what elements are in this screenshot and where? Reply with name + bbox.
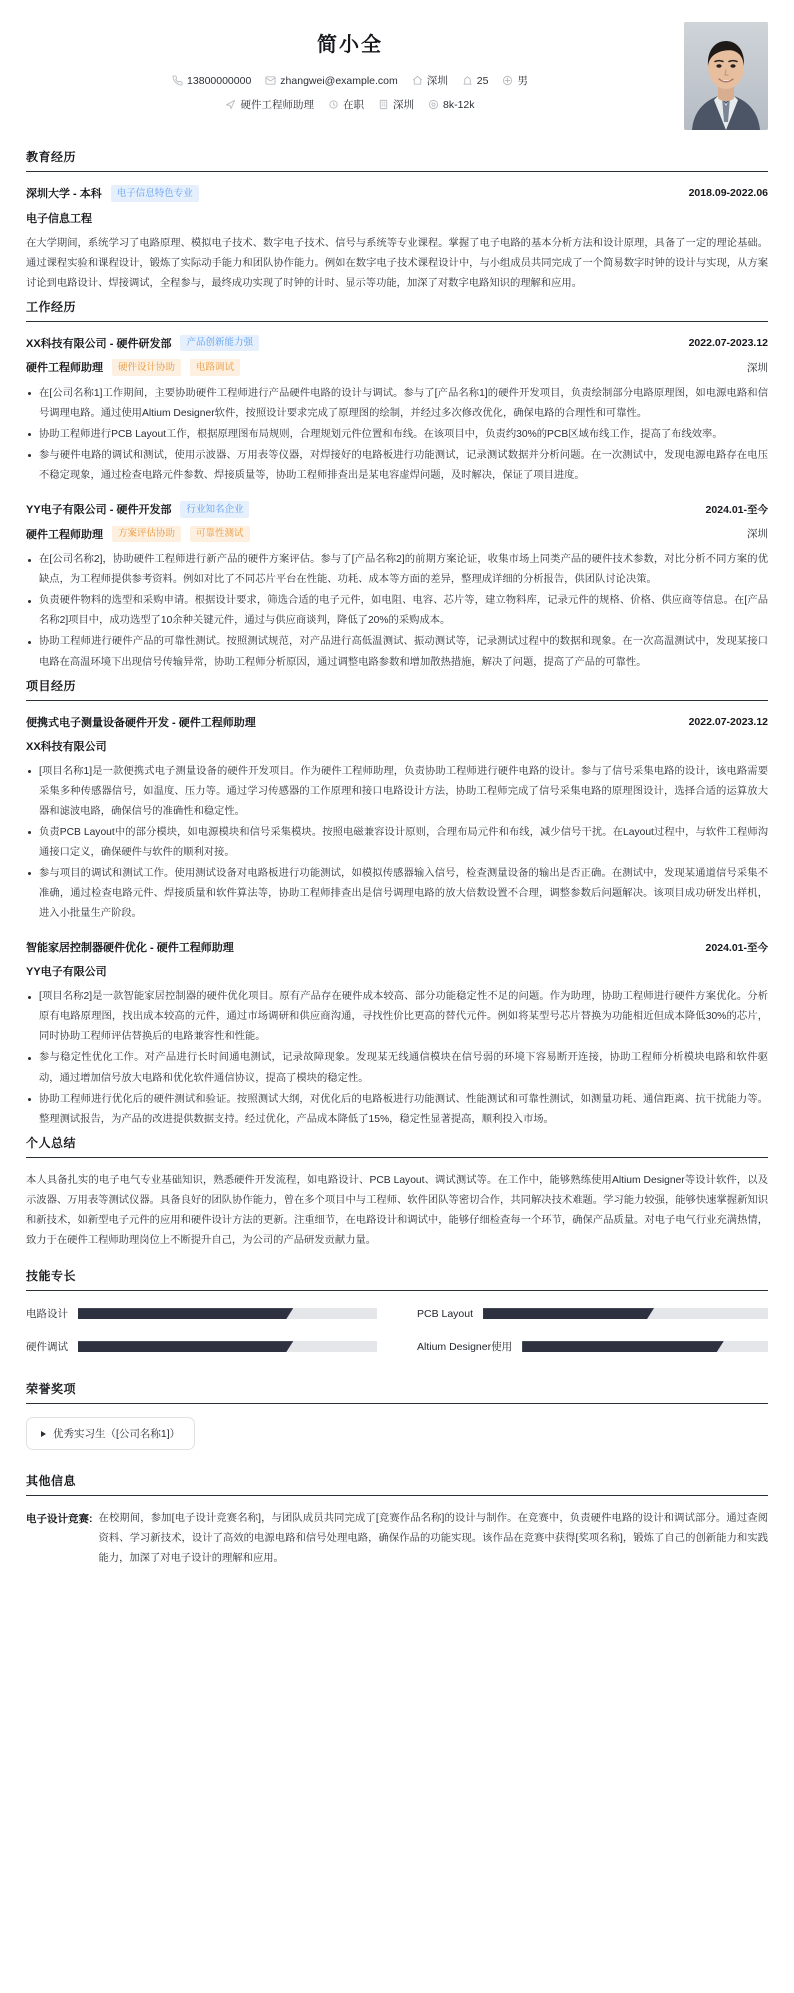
other-label: 电子设计竞赛:	[26, 1513, 93, 1526]
list-item: 协助工程师进行优化后的硬件测试和验证。按照测试大纲，对优化后的电路板进行功能测试、性能测试和可靠性测试，如测量功耗、通信距离、抗干扰能力等。整理测试报告，为产品的改进提供数据支持。经过优化，产品成本降低了15%，稳定性显著提高，顺利投入市场。	[26, 1090, 768, 1130]
project-bullets	[26, 762, 768, 925]
list-item: 协助工程师进行PCB Layout工作，根据原理图布局规则，合理规划元件位置和布线。在该项目中，负责约30%的PCB区域布线工作，提高了布线效率。	[26, 425, 768, 445]
job-salary-text: 8k-12k	[442, 98, 475, 111]
home-icon	[412, 75, 423, 86]
contact-age-text: 25	[476, 74, 489, 87]
section-other	[26, 1472, 768, 1569]
project-item	[26, 939, 768, 1130]
contact-gender	[502, 73, 528, 88]
project-company: YY电子有限公司	[26, 966, 107, 979]
section-summary	[26, 1134, 768, 1251]
phone-icon	[172, 75, 183, 86]
work-role: 硬件工程师助理	[26, 362, 103, 375]
work-role: 硬件工程师助理	[26, 528, 103, 541]
list-item: 负责PCB Layout中的部分模块，如电源模块和信号采集模块。按照电磁兼容设计原则，合理布局元件和布线，减少信号干扰。在Layout过程中，与软件工程师沟通接口定义，确保硬件与软件的顺利对接。	[26, 823, 768, 863]
contact-row	[26, 73, 674, 88]
skill-label: Altium Designer使用	[417, 1341, 513, 1354]
project-item	[26, 714, 768, 925]
section-education	[26, 148, 768, 294]
section-title-skills: 技能专长	[26, 1267, 768, 1291]
other-item	[26, 1509, 768, 1569]
education-head-left	[26, 185, 199, 202]
work-company: XX科技有限公司 - 硬件研发部	[26, 337, 172, 350]
work-city: 深圳	[747, 361, 768, 374]
project-name: 便携式电子测量设备硬件开发 - 硬件工程师助理	[26, 716, 256, 729]
honor-list	[26, 1417, 768, 1450]
skill-label: 硬件调试	[26, 1341, 68, 1354]
list-item: 参与硬件电路的调试和测试，使用示波器、万用表等仪器，对焊接好的电路板进行功能测试，记录测试数据并分析问题。在一次测试中，发现电源电路存在电压不稳定现象，通过检查电路元件参数、焊接质量等，协助工程师排查出是某电容虚焊问题，及时解决，保证了项目进度。	[26, 446, 768, 486]
list-item: 参与项目的调试和测试工作。使用测试设备对电路板进行功能测试，如模拟传感器输入信号，检查测量设备的输出是否正确。在测试中，发现某通道信号采集不准确，通过检查电路元件、焊接质量和软件算法等，协助工程师排查出是信号调理电路的放大倍数设置不合理，调整参数后问题解决。该项目成功研发出样机，进入小批量生产阶段。	[26, 864, 768, 924]
skill-item	[417, 1306, 768, 1321]
job-status-text: 在职	[342, 99, 364, 111]
contact-location	[412, 73, 448, 88]
project-company: XX科技有限公司	[26, 740, 107, 753]
skill-item	[26, 1339, 377, 1354]
skill-bar-fill	[483, 1308, 654, 1319]
project-bullets	[26, 987, 768, 1130]
work-date: 2022.07-2023.12	[688, 336, 768, 349]
work-item	[26, 501, 768, 672]
age-icon	[462, 75, 473, 86]
header-main	[26, 22, 684, 121]
honor-item[interactable]	[26, 1417, 195, 1450]
skill-bar-track	[522, 1341, 768, 1352]
work-bullets	[26, 384, 768, 486]
project-head-row	[26, 939, 768, 955]
education-tag: 电子信息特色专业	[111, 185, 199, 202]
education-major: 电子信息工程	[26, 212, 92, 225]
skill-bar-fill	[78, 1341, 293, 1352]
section-work	[26, 298, 768, 673]
contact-phone	[172, 75, 251, 87]
contact-gender-text: 男	[517, 75, 528, 87]
list-item: 在[公司名称2]，协助硬件工程师进行新产品的硬件方案评估。参与了[产品名称2]的前期方案论证，收集市场上同类产品的硬件技术参数，对比分析不同方案的优缺点，为工程师提供参考资料。例如对比了不同芯片平台在性能、功耗、成本等方面的差异，整理成详细的分析报告，供团队讨论决策。	[26, 550, 768, 590]
education-school: 深圳大学 - 本科	[26, 188, 102, 201]
education-head-row	[26, 185, 768, 202]
job-salary	[428, 99, 475, 111]
page-title: 简小全	[317, 34, 383, 56]
job-target-text: 硬件工程师助理	[240, 99, 314, 111]
work-role-tag: 方案评估协助	[112, 526, 181, 543]
skill-bar-track	[483, 1308, 768, 1319]
work-bullets	[26, 550, 768, 672]
contact-email	[265, 75, 397, 87]
section-skills	[26, 1267, 768, 1354]
project-head-row	[26, 714, 768, 730]
other-text: 在校期间，参加[电子设计竞赛名称]，与团队成员共同完成了[竞赛作品名称]的设计与制作。在竞赛中，负责硬件电路的设计和调试部分。通过查阅资料、学习新技术，设计了高效的电源电路和信号处理电路，确保作品的功能实现。该作品在竞赛中获得[奖项名称]，锻炼了自己的创新能力和实践能力，加深了对电子设计的理解和应用。	[98, 1513, 768, 1565]
contact-phone-text: 13800000000	[187, 74, 252, 87]
work-company-row	[26, 335, 768, 352]
building-icon	[378, 99, 389, 110]
skills-grid	[26, 1304, 768, 1354]
job-target	[225, 97, 314, 112]
honor-text: 优秀实习生（[公司名称1]）	[53, 1428, 181, 1441]
work-role-left	[26, 359, 240, 376]
work-company-tag: 产品创新能力强	[180, 335, 259, 352]
skill-label: 电路设计	[26, 1308, 68, 1321]
resume-header	[26, 18, 768, 144]
list-item: 协助工程师进行硬件产品的可靠性测试。按照测试规范，对产品进行高低温测试、振动测试等，记录测试过程中的数据和现象。在一次高温测试中，发现某接口电路在高温环境下出现信号传输异常，协助工程师分析原因，通过调整电路参数和增加散热措施，解决了问题，提高了产品的可靠性。	[26, 632, 768, 672]
skill-bar-track	[78, 1341, 377, 1352]
work-item	[26, 335, 768, 486]
work-role-tag: 电路调试	[190, 359, 240, 376]
section-title-work: 工作经历	[26, 298, 768, 322]
job-status	[328, 97, 364, 112]
project-date: 2024.01-至今	[705, 941, 768, 954]
list-item: [项目名称1]是一款便携式电子测量设备的硬件开发项目。作为硬件工程师助理，负责协助工程师进行硬件电路的设计。参与了信号采集电路的设计，该电路需要采集多种传感器信号，如温度、压力等。通过学习传感器的工作原理和接口电路设计方法，协助工程师完成了信号采集电路的原理图设计，选择合适的运算放大器和滤波电路，确保信号的准确性和稳定性。	[26, 762, 768, 822]
education-date: 2018.09-2022.06	[688, 187, 768, 200]
work-role-row	[26, 526, 768, 543]
summary-text: 本人具备扎实的电子电气专业基础知识，熟悉硬件开发流程，如电路设计、PCB Layout、调试测试等。在工作中，能够熟练使用Altium Designer等设计软件，以及示波器、万用表等测试仪器。具备良好的团队协作能力，曾在多个项目中与工程师、软件团队等密切合作，共同解决技术难题。学习能力较强，能够快速掌握新知识和新技术，如新型电子元件的应用和硬件设计方法的更新。注重细节，在电路设计和调试中，能够仔细检查每一个环节，确保产品质量。对电子电气行业充满热情，致力于在硬件工程师助理岗位上不断提升自己，为公司的产品研发贡献力量。	[26, 1174, 768, 1246]
list-item: 在[公司名称1]工作期间，主要协助硬件工程师进行产品硬件电路的设计与调试。参与了[产品名称1]的硬件开发项目，负责绘制部分电路原理图，如电源电路和信号调理电路。通过使用Altium Designer软件，按照设计要求完成了原理图的绘制，并经过多次修改优化，确保电路的合理性和可靠性。	[26, 384, 768, 424]
contact-age	[462, 75, 489, 87]
list-item: [项目名称2]是一款智能家居控制器的硬件优化项目。原有产品存在硬件成本较高、部分功能稳定性不足的问题。作为助理，协助工程师进行硬件方案优化。分析原有电路原理图，找出成本较高的元件，通过市场调研和供应商沟通，寻找性价比更高的替代元件。例如将某型号芯片替换为功能相近但成本降低30%的芯片，同时协助工程师评估替换后的电路兼容性和性能。	[26, 987, 768, 1047]
education-description: 在大学期间，系统学习了电路原理、模拟电子技术、数字电子技术、信号与系统等专业课程。掌握了电子电路的基本分析方法和设计原理，具备了一定的理论基础。通过课程实验和课程设计，锻炼了实际动手能力和团队协作能力。例如在数字电子技术课程设计中，与小组成员共同完成了一个简易数字时钟的设计与实现，从方案讨论到电路设计、焊接调试，全程参与，最终成功实现了时钟的计时、显示等功能，加深了对数字电路知识的理解和应用。	[26, 237, 768, 289]
work-company: YY电子有限公司 - 硬件开发部	[26, 504, 172, 517]
triangle-bullet-icon	[41, 1431, 46, 1437]
section-title-summary: 个人总结	[26, 1134, 768, 1158]
work-company-left	[26, 501, 249, 518]
gender-icon	[502, 75, 513, 86]
section-title-other: 其他信息	[26, 1472, 768, 1496]
work-role-row	[26, 359, 768, 376]
salary-icon	[428, 99, 439, 110]
project-name: 智能家居控制器硬件优化 - 硬件工程师助理	[26, 942, 234, 955]
skill-bar-fill	[78, 1308, 293, 1319]
mail-icon	[265, 75, 276, 86]
section-title-education: 教育经历	[26, 148, 768, 172]
list-item: 参与稳定性优化工作。对产品进行长时间通电测试，记录故障现象。发现某无线通信模块在信号弱的环境下容易断开连接，协助工程师分析模块电路和软件驱动，通过增加信号放大电路和优化软件通信协议，提高了模块的稳定性。	[26, 1048, 768, 1088]
skill-bar-fill	[522, 1341, 724, 1352]
job-city	[378, 97, 414, 112]
skill-item	[417, 1339, 768, 1354]
project-date: 2022.07-2023.12	[688, 715, 768, 728]
section-honors	[26, 1380, 768, 1450]
work-role-left	[26, 526, 250, 543]
section-projects	[26, 677, 768, 1130]
contact-email-text: zhangwei@example.com	[280, 74, 398, 87]
project-head-left	[26, 714, 256, 730]
section-title-honors: 荣誉奖项	[26, 1380, 768, 1404]
work-company-left	[26, 335, 259, 352]
section-title-projects: 项目经历	[26, 677, 768, 701]
skill-item	[26, 1306, 377, 1321]
skill-bar-track	[78, 1308, 377, 1319]
contact-location-text: 深圳	[426, 75, 448, 87]
work-role-tag: 可靠性测试	[190, 526, 250, 543]
work-city: 深圳	[747, 528, 768, 541]
work-date: 2024.01-至今	[705, 503, 768, 516]
work-role-tag: 硬件设计协助	[112, 359, 181, 376]
job-city-text: 深圳	[392, 99, 414, 111]
status-icon	[328, 99, 339, 110]
target-icon	[225, 99, 236, 110]
list-item: 负责硬件物料的选型和采购申请。根据设计要求，筛选合适的电子元件，如电阻、电容、芯片等，建立物料库，记录元件的规格、价格、供应商等信息。在[产品名称2]项目中，成功选型了10余种关键元件，通过与供应商谈判，降低了20%的采购成本。	[26, 591, 768, 631]
job-meta-row	[26, 97, 674, 112]
project-head-left	[26, 939, 234, 955]
work-company-tag: 行业知名企业	[180, 501, 249, 518]
avatar	[684, 22, 768, 130]
skill-label: PCB Layout	[417, 1307, 474, 1320]
education-item	[26, 185, 768, 294]
work-company-row	[26, 501, 768, 518]
